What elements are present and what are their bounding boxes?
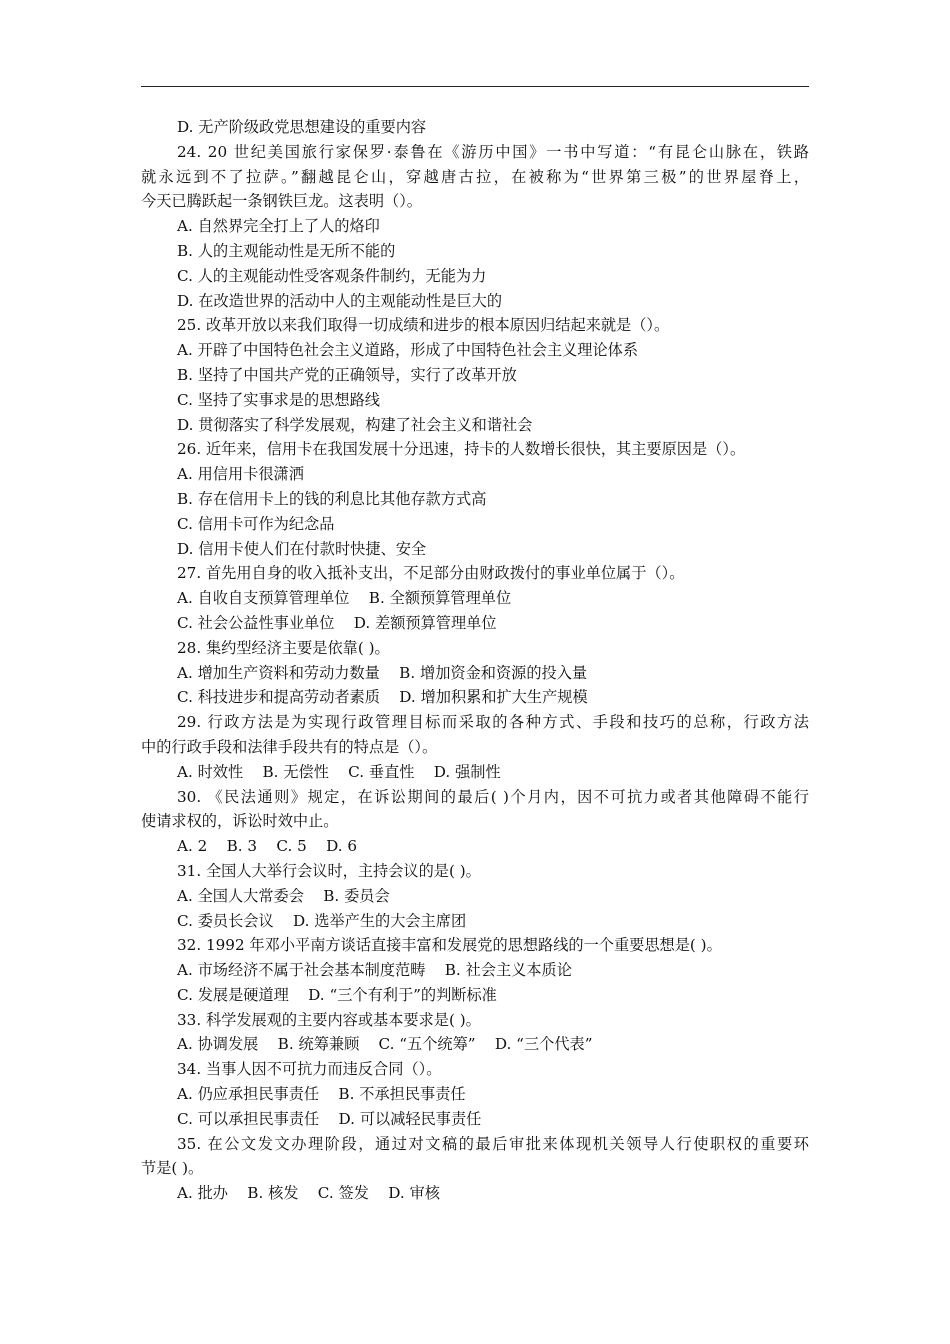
text-line: D. 信用卡使人们在付款时快捷、安全 — [177, 539, 427, 558]
text-line: D. 贯彻落实了科学发展观，构建了社会主义和谐社会 — [177, 415, 533, 434]
text-line: A. 全国人大常委会 B. 委员会 — [177, 886, 390, 905]
header-rule — [141, 86, 809, 87]
text-line: C. 信用卡可作为纪念品 — [177, 514, 335, 533]
text-line: 35. 在公文发文办理阶段，通过对文稿的最后审批来体现机关领导人行使职权的重要环 — [177, 1134, 809, 1153]
text-line: C. 坚持了实事求是的思想路线 — [177, 390, 380, 409]
text-line: 今天已腾跃起一条钢铁巨龙。这表明（）。 — [141, 192, 422, 211]
text-line: 27. 首先用自身的收入抵补支出，不足部分由财政拨付的事业单位属于（）。 — [177, 564, 685, 583]
text-line: C. 委员长会议 D. 选举产生的大会主席团 — [177, 911, 467, 930]
text-line: A. 协调发展 B. 统筹兼顾 C. “五个统筹” D. “三个代表” — [177, 1035, 593, 1054]
text-line: A. 增加生产资料和劳动力数量 B. 增加资金和资源的投入量 — [177, 663, 588, 682]
text-line: B. 坚持了中国共产党的正确领导，实行了改革开放 — [177, 365, 517, 384]
text-line: 32. 1992 年邓小平南方谈话直接丰富和发展党的思想路线的一个重要思想是( )。 — [177, 936, 722, 955]
text-line: 33. 科学发展观的主要内容或基本要求是( )。 — [177, 1010, 481, 1029]
text-line: A. 仍应承担民事责任 B. 不承担民事责任 — [177, 1085, 466, 1104]
text-line: 中的行政手段和法律手段共有的特点是（）。 — [141, 737, 438, 756]
text-line: C. 社会公益性事业单位 D. 差额预算管理单位 — [177, 613, 497, 632]
text-line: 节是( )。 — [141, 1159, 204, 1178]
text-line: A. 开辟了中国特色社会主义道路，形成了中国特色社会主义理论体系 — [177, 341, 639, 360]
text-line: C. 可以承担民事责任 D. 可以减轻民事责任 — [177, 1109, 482, 1128]
text-line: D. 在改造世界的活动中人的主观能动性是巨大的 — [177, 291, 503, 310]
text-line: C. 人的主观能动性受客观条件制约，无能为力 — [177, 266, 487, 285]
text-line: 26. 近年来，信用卡在我国发展十分迅速，持卡的人数增长很快，其主要原因是（）。 — [177, 440, 746, 459]
text-line: 就永远到不了拉萨。”翻越昆仑山，穿越唐古拉，在被称为“世界第三极”的世界屋脊上， — [141, 167, 809, 186]
document-body — [141, 115, 809, 1206]
text-line: B. 存在信用卡上的钱的利息比其他存款方式高 — [177, 489, 487, 508]
text-line: A. 市场经济不属于社会基本制度范畴 B. 社会主义本质论 — [177, 961, 572, 980]
text-line: 34. 当事人因不可抗力而违反合同（）。 — [177, 1060, 442, 1079]
text-line: A. 自收自支预算管理单位 B. 全额预算管理单位 — [177, 589, 512, 608]
text-line: A. 批办 B. 核发 C. 签发 D. 审核 — [177, 1184, 440, 1203]
text-line: 24. 20 世纪美国旅行家保罗·泰鲁在《游历中国》一书中写道：“有昆仑山脉在，铁路 — [177, 142, 809, 161]
text-line: A. 时效性 B. 无偿性 C. 垂直性 D. 强制性 — [177, 762, 501, 781]
text-line: 使请求权的，诉讼时效中止。 — [141, 812, 339, 831]
text-line: 28. 集约型经济主要是依靠( )。 — [177, 638, 390, 657]
text-line: 29. 行政方法是为实现行政管理目标而采取的各种方式、手段和技巧的总称，行政方法 — [177, 713, 809, 732]
text-line: C. 发展是硬道理 D. “三个有利于”的判断标准 — [177, 985, 497, 1004]
text-line: A. 2 B. 3 C. 5 D. 6 — [177, 837, 358, 856]
text-line: 31. 全国人大举行会议时，主持会议的是( )。 — [177, 861, 481, 880]
text-line: C. 科技进步和提高劳动者素质 D. 增加积累和扩大生产规模 — [177, 688, 588, 707]
text-line: D. 无产阶级政党思想建设的重要内容 — [177, 118, 427, 136]
text-line: B. 人的主观能动性是无所不能的 — [177, 241, 396, 260]
text-line: A. 用信用卡很潇洒 — [177, 465, 304, 484]
text-line: A. 自然界完全打上了人的烙印 — [177, 217, 380, 236]
text-line: 25. 改革开放以来我们取得一切成绩和进步的根本原因归结起来就是（）。 — [177, 316, 670, 335]
text-line: 30. 《民法通则》规定，在诉讼期间的最后( )个月内，因不可抗力或者其他障碍不能行 — [177, 787, 809, 806]
